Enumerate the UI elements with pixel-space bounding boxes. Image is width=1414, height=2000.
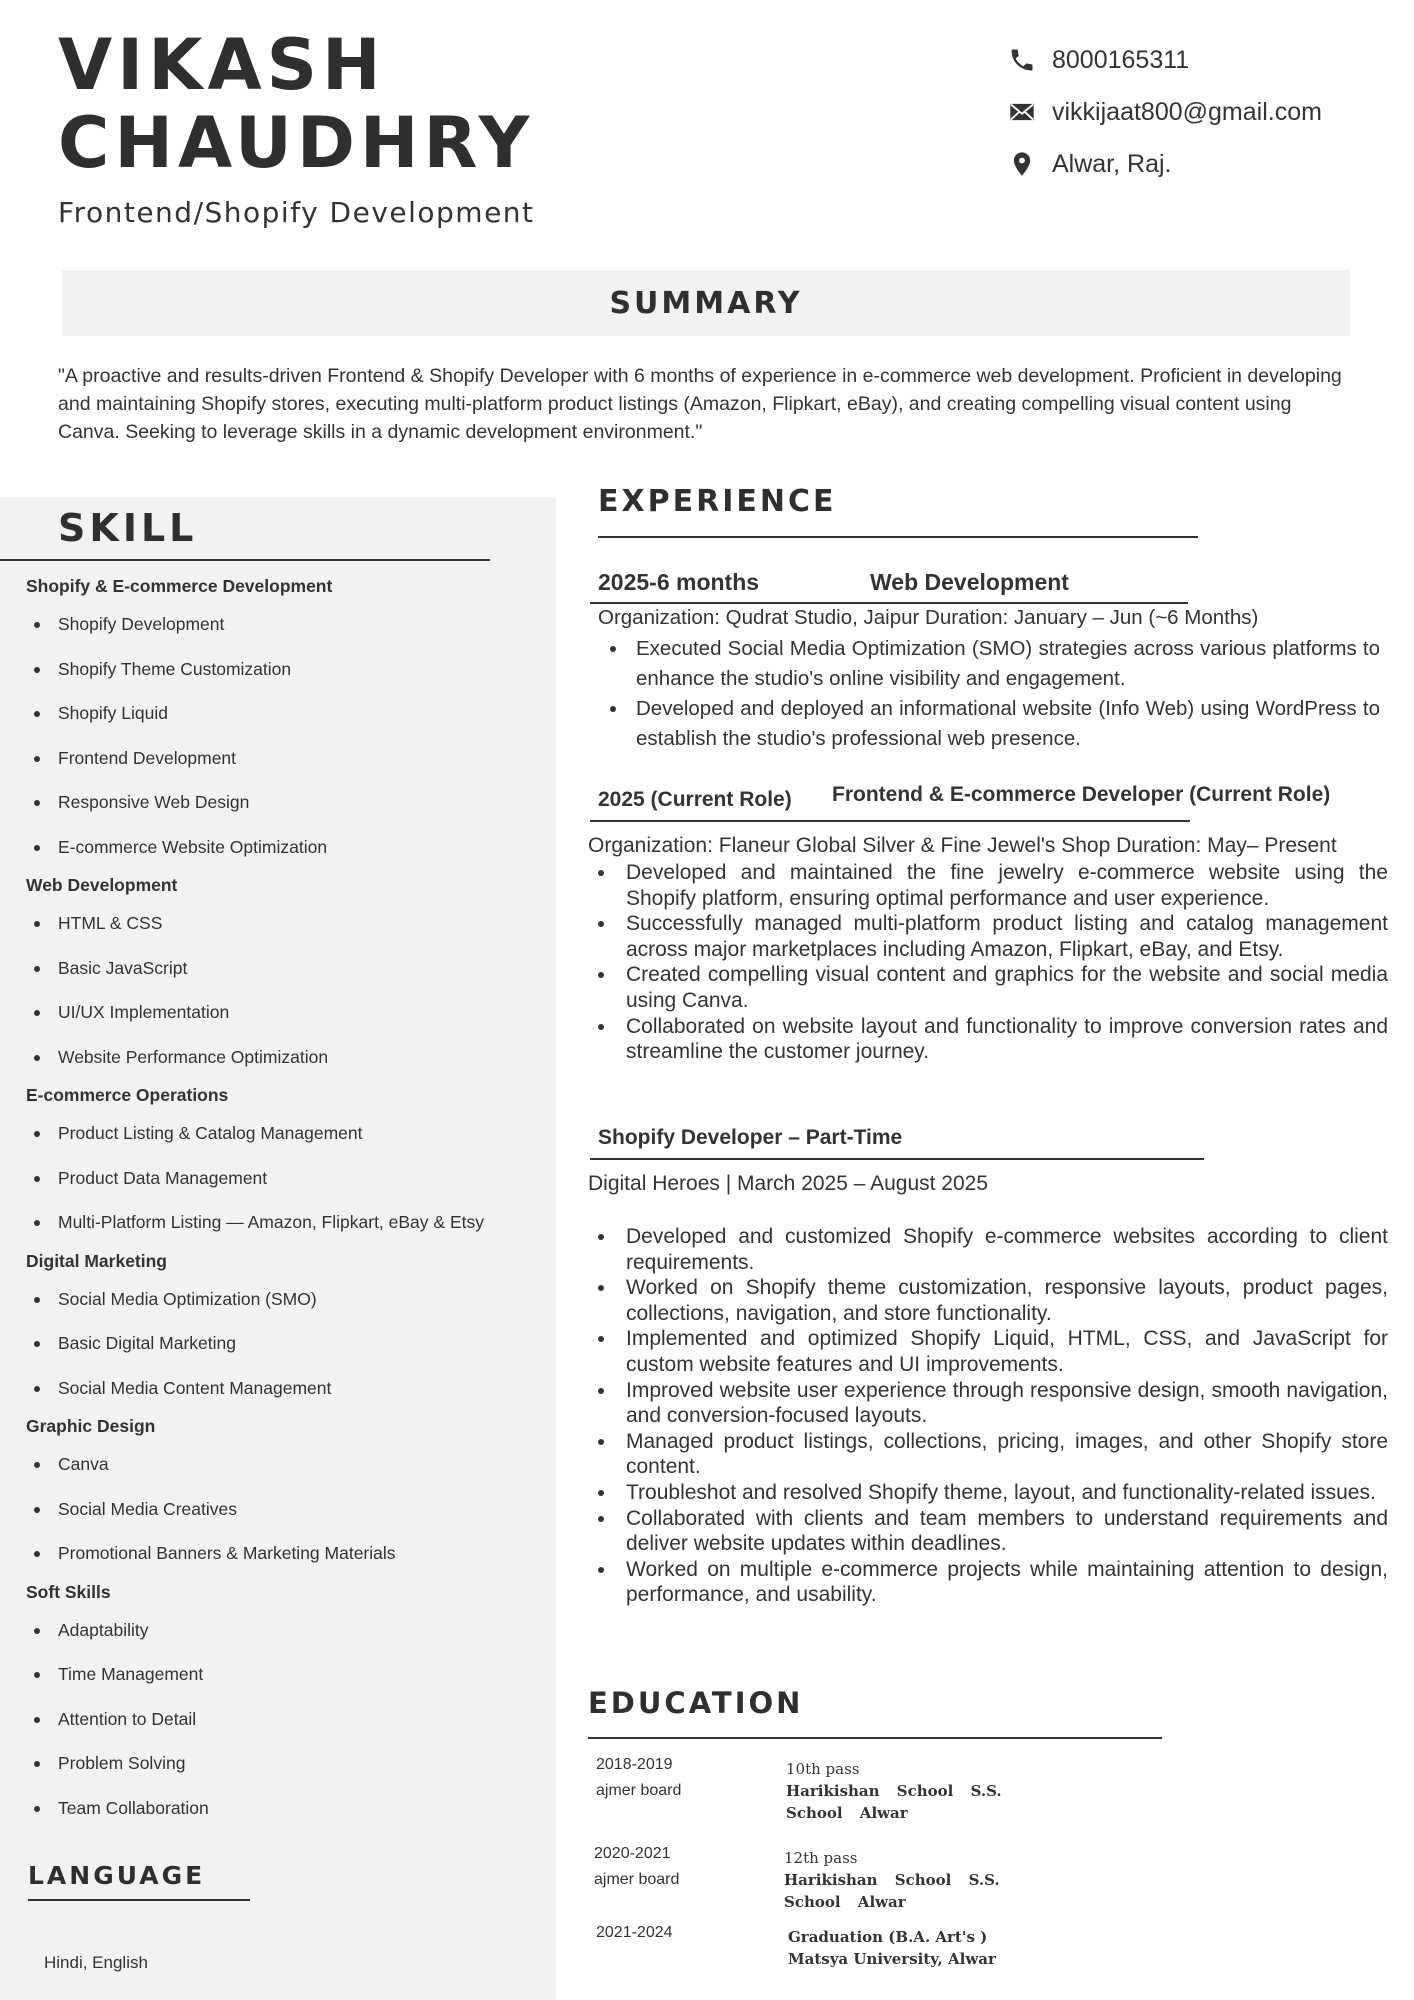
job-bullet: Successfully managed multi-platform product listing and catalog management across major marketplaces including Amazon, Flipkart, eBay, and Etsy. [588,911,1388,962]
contact-block [1008,34,1408,190]
job-bullet: Collaborated with clients and team members to understand requirements and deliver website updates within deadlines. [588,1506,1388,1557]
education-detail [784,1847,1054,1913]
skill-item: Team Collaboration [26,1786,546,1831]
job-bullets [598,634,1380,754]
job-bullet: Troubleshot and resolved Shopify theme, layout, and functionality-related issues. [588,1480,1388,1506]
job-bullet: Developed and customized Shopify e-commerce websites according to client requirements. [588,1224,1388,1275]
skill-item: Attention to Detail [26,1697,546,1742]
job-bullet: Created compelling visual content and graphics for the website and social media using Canva. [588,962,1388,1013]
job-date: 2025 (Current Role) [598,788,792,811]
experience-heading: EXPERIENCE [598,484,837,519]
skill-category-title: E-commerce Operations [26,1085,229,1105]
job-bullet: Worked on multiple e-commerce projects while maintaining attention to design, performance, and usability. [588,1557,1388,1608]
education-board: ajmer board [596,1782,682,1799]
skill-item: Social Media Optimization (SMO) [26,1277,546,1322]
education-degree: Graduation (B.A. Art's ) [788,1928,988,1946]
skill-item: Social Media Creatives [26,1487,546,1532]
education-degree: 10th pass [786,1760,860,1778]
job-bullets [588,1224,1388,1608]
skills-sidebar [0,497,556,2000]
education-school: Matsya University, Alwar [788,1950,996,1968]
skill-item: Shopify Theme Customization [26,647,546,692]
job-divider [590,1158,1204,1160]
skill-item: Adaptability [26,1608,546,1653]
education-school: Harikishan School S.S. School Alwar [786,1782,1002,1822]
location-text: Alwar, Raj. [1052,149,1172,178]
skill-item: Social Media Content Management [26,1366,546,1411]
summary-header [62,270,1350,336]
skill-items [26,1442,546,1576]
summary-text: "A proactive and results-driven Frontend & Shopify Developer with 6 months of experience in e-commerce web development. Proficient in developing and maintaining Shopify stores, executing multi-platform product listings (Amazon, Flipkart, eBay), and creating compelling visual content using Canva. Seeking to leverage skills in a dynamic development environment." [58,365,1342,443]
experience-divider [598,536,1198,538]
skill-category-title: Graphic Design [26,1416,156,1436]
skill-items [26,1111,546,1245]
job-bullet: Collaborated on website layout and functionality to improve conversion rates and streamline the customer journey. [588,1014,1388,1065]
skill-category [26,1079,546,1245]
skill-item: E-commerce Website Optimization [26,825,546,870]
skill-category [26,869,546,1079]
job-divider [590,820,1190,822]
skill-heading: SKILL [58,506,198,550]
education-year: 2021-2024 [596,1924,673,1941]
job-organization: Organization: Qudrat Studio, Jaipur Duration: January – Jun (~6 Months) [598,606,1259,629]
skill-item: Promotional Banners & Marketing Materials [26,1531,546,1576]
education-year: 2018-2019 [596,1756,673,1773]
skill-category [26,570,546,869]
job-bullet: Implemented and optimized Shopify Liquid, HTML, CSS, and JavaScript for custom website features and UI improvements. [588,1326,1388,1377]
contact-phone [1008,34,1408,86]
skill-item: Product Data Management [26,1156,546,1201]
skill-item: Frontend Development [26,736,546,781]
location-icon [1008,150,1036,178]
skill-item: Responsive Web Design [26,780,546,825]
job-bullet: Managed product listings, collections, pricing, images, and other Shopify store content. [588,1429,1388,1480]
education-detail [788,1926,1058,1970]
mail-icon [1008,98,1036,126]
skill-item: Canva [26,1442,546,1487]
skill-category-title: Web Development [26,875,178,895]
email-address[interactable]: vikkijaat800@gmail.com [1052,97,1322,126]
job-title: Frontend & E-commerce Developer (Current Role) [832,783,1331,806]
skill-item: Problem Solving [26,1741,546,1786]
job-title: Web Development [870,569,1069,595]
skill-category [26,1410,546,1576]
contact-email [1008,86,1408,138]
skill-list [26,570,546,1830]
skill-item: Time Management [26,1652,546,1697]
candidate-name: VIKASH CHAUDHRY [58,24,535,184]
job-title: Shopify Developer – Part-Time [598,1126,903,1149]
skill-item: Website Performance Optimization [26,1035,546,1080]
education-degree: 12th pass [784,1849,858,1867]
skill-divider [0,559,490,561]
job-bullet: Developed and maintained the fine jewelry e-commerce website using the Shopify platform, ensuring optimal performance and user experience. [588,860,1388,911]
language-divider [28,1899,250,1901]
skill-item: UI/UX Implementation [26,990,546,1035]
job-bullet: Developed and deployed an informational website (Info Web) using WordPress to establish the studio's professional web presence. [598,694,1380,754]
skill-category-title: Shopify & E-commerce Development [26,576,333,596]
language-heading: LANGUAGE [28,1861,206,1890]
language-text: Hindi, English [44,1953,148,1972]
skill-items [26,1277,546,1411]
skill-category [26,1245,546,1411]
education-board: ajmer board [594,1871,680,1888]
skill-item: Shopify Development [26,602,546,647]
education-school: Harikishan School S.S. School Alwar [784,1871,1000,1911]
skill-items [26,901,546,1079]
skill-item: Multi-Platform Listing — Amazon, Flipkart, eBay & Etsy [26,1200,546,1245]
contact-location [1008,138,1408,190]
phone-number[interactable]: 8000165311 [1052,45,1190,74]
skill-item: HTML & CSS [26,901,546,946]
education-detail [786,1758,1056,1824]
job-bullets [588,860,1388,1065]
education-heading: EDUCATION [588,1686,804,1720]
education-divider [588,1737,1162,1739]
job-organization: Organization: Flaneur Global Silver & Fine Jewel's Shop Duration: May– Present [588,834,1337,857]
skill-items [26,602,546,869]
job-bullet: Worked on Shopify theme customization, responsive layouts, product pages, collections, navigation, and store functionality. [588,1275,1388,1326]
education-year: 2020-2021 [594,1845,671,1862]
skill-item: Shopify Liquid [26,691,546,736]
job-bullet: Improved website user experience through responsive design, smooth navigation, and conversion-focused layouts. [588,1378,1388,1429]
skill-item: Product Listing & Catalog Management [26,1111,546,1156]
skill-category-title: Soft Skills [26,1581,111,1602]
skill-category [26,1576,546,1831]
job-divider [590,602,1188,604]
job-bullet: Executed Social Media Optimization (SMO) strategies across various platforms to enhance the studio's online visibility and engagement. [598,634,1380,694]
skill-item: Basic JavaScript [26,946,546,991]
skill-category-title: Digital Marketing [26,1250,167,1271]
candidate-role: Frontend/Shopify Development [58,196,535,229]
job-organization: Digital Heroes | March 2025 – August 2025 [588,1172,989,1195]
summary-title: SUMMARY [609,285,803,321]
job-date: 2025-6 months [598,569,760,595]
skill-items [26,1608,546,1831]
phone-icon [1008,46,1036,74]
skill-item: Basic Digital Marketing [26,1321,546,1366]
